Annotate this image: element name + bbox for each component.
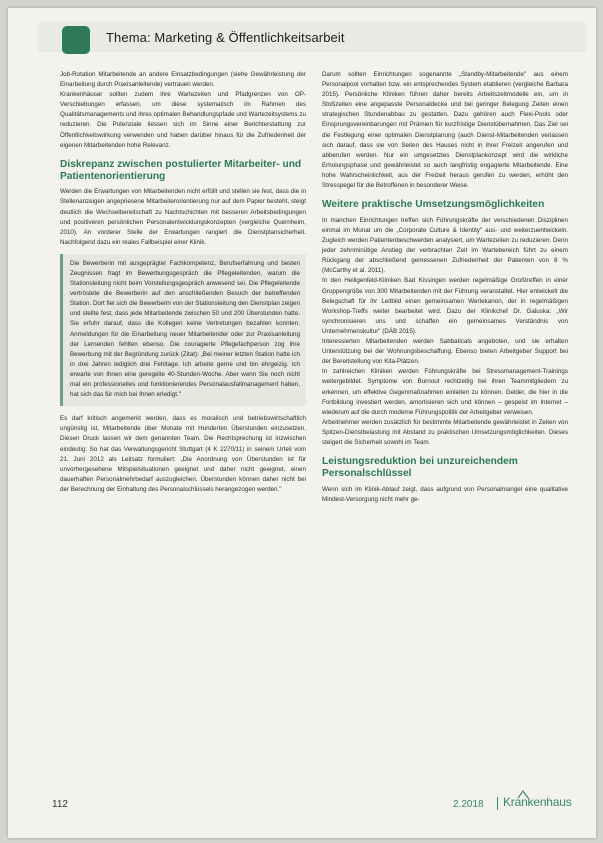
paragraph: Arbeitnehmer werden zusätzlich für bestimmte Mitarbeitende gewährleistet in Zeiten von Spitzen-Dienstbelastung mit Abstand zu praktischen Umsetzungsmöglichkeiten. Dieses steigert die Sicherheit sowohl im Team. — [322, 418, 568, 446]
paragraph: Es darf kritisch angemerkt werden, dass es moralisch und betriebswirtschaftlich ungünstig ist, Mitarbeitende über Monate mit Hunderten Überstunden einzusetzen. Diesen Druck lassen wir dem genannten Team. Die Rechtsprechung ist inzwischen eindeutig: So hat das Verwaltungsgericht Stuttgart (4 K 2270/11) in seinem Urteil vom 21. Juni 2012 als Leitsatz formuliert: „Die Anordnung von Überstunden ist für unvorhergesehene Mitspielsituationen geeignet und daher nicht geeignet, einen dauerhaften Personalmehrbedarf auszugleichen. Überstunden können daher nicht bei der Berechnung der Einhaltung des Personalschlüssels herangezogen werden." — [60, 415, 306, 493]
magazine-name: Krankenhaus — [503, 795, 572, 809]
page-number: 112 — [52, 799, 68, 810]
paragraph: In manchen Einrichtungen treffen sich Führungskräfte der verschiedenen Disziplinen einmal im Monat um die „Corporate Culture & Identity" aus- und weiterzuentwickeln. Zugleich werden Patientenbeschwerden analysiert, um Wartezeiten zu reduzieren. Denn jeder zehnminütige Anstieg der verbrachten Zeit im Wartebereich führt zu einem Rückgang der abschließend gemessenen Zufriedenheit der Patienten von 8 % (McCarthy et al. 2011). — [322, 216, 568, 275]
paragraph: In zahlreichen Kliniken werden Führungskräfte bei Stressmanagement-Trainings weitergebildet. Symptome von Burnout rechtzeitig bei ihren Teammitgliedern zu erkennen, um effektive Gegenmaßnahmen einleiten zu können. Gelder, die hier in die Fortbildung investiert werden, amortisieren sich und können – gespeist im Internet – wiederum auf die durch moderne Führungspolitik der Arbeitgeber verweisen. — [322, 368, 568, 416]
section-heading: Weitere praktische Umsetzungsmöglichkeiten — [322, 199, 545, 211]
paragraph: Interessierten Mitarbeitenden werden Sabbaticals angeboten, und sie erhalten Unterstützung bei der Wohnungsbeschaffung. Ebenso bieten Arbeitgeber Support bei der Bereitstellung von Kita-Plätzen. — [322, 338, 568, 366]
issue-number: 2.2018 — [453, 799, 484, 810]
paragraph: Krankenhäuser sollten zudem ihre Wartezeiten und Pfadgrenzen von OP-Verschiebungen erfassen, um diese systematisch im Rahmen des Qualitätsmanagements und ihres optimalen Behandlungspfade und Wartezeitsystems zu reduzieren. Die Potenziale liessen sich im Sinne einer Berichterstattung zur Öffentlichkeitswirkung verwenden und haben darüber hinaus für die Zufriedenheit der eigenen Mitarbeitenden hohe Relevanz. — [60, 91, 306, 149]
case-study-text: Die Bewerberin mit ausgeprägter Fachkompetenz, Berufserfahrung und besten Zeugnissen fragt im Bewerbungsgespräch die Pflegeleitenden, warum die Stationsleitung nicht beim Vorstellungsgespräch anwesend sei. Die Pflegeleitende vertröstete die Bewerberin auf den anschließenden Besuch der betreffenden Station. Dort fiel sich die Bewerberin von der Stationsleitung den Dienstplan zeigen und stellte fest, dass jede Mitarbeitende zwischen 50 und 200 Überstunden hatte. Sie erfuhr darauf, dass die Kollegen keine Vertretungen bezahlen konnten. Anmeldungen für die Einarbeitung neuer Mitarbeitender oder zur Praxisanleitung der Lernenden fehlten ebenso. Die couragierte Pflegefachperson zog ihre Bewerbung mit der Begründung zurück (Zitat): „Bei meiner letzten Station hatte ich in drei Jahren lediglich drei Fehltage. Ich arbeite gerne und bin ehrgeizig. Ich erwarte von Ihnen eine geregelte 40-Stunden-Woche. Aber wenn Sie noch nicht mal ein professionelles und funktionierendes Personalausfallmanagement haben, hat sich das für mich bei Ihnen erledigt." — [70, 259, 300, 399]
paragraph: Job-Rotation Mitarbeitende an andere Einsatzbedingungen (siehe Gewährleistung der Einarbeitung durch Praxisanleitende) vertrauen werden. — [60, 71, 306, 89]
section-title: Thema: Marketing & Öffentlichkeitsarbeit — [106, 30, 345, 45]
footer-divider — [497, 797, 498, 810]
case-study-box — [60, 254, 306, 406]
right-column — [322, 70, 568, 505]
section-heading: Leistungsreduktion bei unzureichendem Personalschlüssel — [322, 456, 518, 479]
left-column — [60, 70, 306, 495]
section-marker — [62, 26, 90, 54]
paragraph: Darum sollten Einrichtungen sogenannte „Standby-Mitarbeitende" aus einem Personalpool vorhalten bzw. ein entsprechendes System etablieren (vergleiche Barbara 2015). Persönliche Kliniken führen daher bereits Arbeitszeitmodelle ein, um in Stoßzeiten eine angepasste Personaldecke und bei geringer Belegung Zeiten einen strategischen Stundenabbau zu gestatten. Dazu gehören auch Flexi-Pools oder Einsprungsvereinbarungen mit Prämien für kurzfristige Dienstübernahmen. Das Ziel sei die Festlegung einer optimalen Dienstplanung (auch Dienst-Mitarbeitenden verlassen sich darauf, dass sie von Seiten des Hauses nicht in ihrer Freizeit angerufen und abberufen werden. Nur ein umgesetztes Dienstplankonzept wird die wirkliche Erholungsphase und gewährleistet so auch langfristig engagierte Mitarbeitende. Eine hohe Wahrscheinlichkeit, aus der Freizeit heraus gerufen zu werden, erhöht den Stresspegel für die Betroffenen in besonderer Weise. — [322, 71, 568, 190]
paragraph: Werden die Erwartungen von Mitarbeitenden nicht erfüllt und stellen sie fest, dass die in Stellenanzeigen angepriesene Mitarbeiterorientierung nur auf dem Papier besteht, steigt deutlich die Wechselbereitschaft zu Nachtschichten mit besseren Arbeitsbedingungen und positiveren persönlichen Personalentwicklungskonzepten (vergleiche Quernheim, 2010). An vorderer Stelle der Erwartungen rangiert die Dienstplansicherheit. Nachfolgend dazu ein reales Fallbeispiel einer Klinik. — [60, 188, 306, 246]
page — [8, 8, 596, 838]
section-heading: Diskrepanz zwischen postulierter Mitarbeiter- und Patientenorientierung — [60, 158, 302, 182]
paragraph: In den Heiligenfeld-Kliniken Bad Kissingen werden regelmäßige Großtreffen in einer Gruppengröße von 300 Mitarbeitenden mit der Führung veranstaltet. Hier entwickelt die Belegschaft für ihr Leitbild einen gemeinsamen Wertekanon, der in regelmäßigen Workshop-Treffs weiter bearbeitet wird. Dazu der Klinikchef Dr. Galuska: „Wir synchronisieren uns und schaffen ein gemeinsames Verständnis von Unternehmenskultur" (DÄB 2015). — [322, 277, 568, 335]
paragraph: Wenn sich im Klinik-Ablauf zeigt, dass aufgrund von Personalmangel eine qualitative Mindest-Versorgung nicht mehr ge- — [322, 485, 568, 503]
